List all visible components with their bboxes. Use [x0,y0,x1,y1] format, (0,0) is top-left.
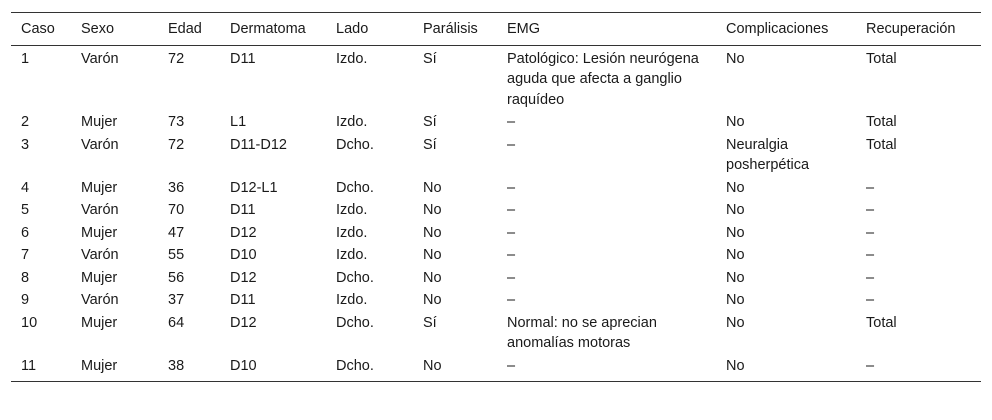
cell-complicaciones: No [726,224,745,241]
table-row [11,223,981,246]
cell-recuperacion: Total [866,314,897,331]
header-caso: Caso [21,21,55,37]
cell-edad: 73 [168,114,185,130]
table-row [11,313,981,356]
table-row [11,112,981,135]
table-row [11,200,981,223]
cell-lado: Dcho. [336,314,374,331]
cell-edad: 72 [168,136,185,153]
cell-sexo: Mujer [81,114,118,130]
cell-sexo: Varón [81,136,119,153]
cell-edad: 38 [168,357,185,374]
table-header-row [11,13,981,46]
cell-lado: Izdo. [336,224,368,241]
table-row [11,268,981,291]
cell-lado: Izdo. [336,247,368,263]
table-row [11,356,981,382]
cell-caso: 9 [21,292,30,308]
cell-lado: Dcho. [336,179,374,196]
cell-edad: 37 [168,292,185,308]
cell-paralisis: No [423,269,442,286]
cell-emg: – [507,292,516,308]
cell-dermatoma: D12 [230,314,257,331]
cell-recuperacion: – [866,202,875,218]
cell-paralisis: No [423,224,442,241]
cell-paralisis: Sí [423,114,437,130]
cell-recuperacion: Total [866,114,897,130]
cell-recuperacion: – [866,224,875,241]
cell-paralisis: Sí [423,314,437,331]
cell-complicaciones: No [726,202,745,218]
cell-recuperacion: – [866,357,875,374]
cell-complicaciones: No [726,314,745,331]
cell-lado: Izdo. [336,114,368,130]
cell-emg: – [507,247,516,263]
cell-edad: 56 [168,269,185,286]
cell-emg: – [507,136,516,153]
cell-recuperacion: – [866,179,875,196]
cell-edad: 36 [168,179,185,196]
cell-sexo: Varón [81,50,119,67]
cell-sexo: Mujer [81,179,118,196]
cell-paralisis: Sí [423,136,437,153]
cell-complicaciones: No [726,247,745,263]
cell-edad: 64 [168,314,185,331]
table-body [11,45,981,382]
cell-caso: 6 [21,224,30,241]
cell-emg: – [507,357,516,374]
header-emg: EMG [507,21,541,37]
cell-dermatoma: D12 [230,224,257,241]
cell-edad: 47 [168,224,185,241]
cell-caso: 4 [21,179,30,196]
header-recuperacion: Recuperación [866,21,956,37]
cell-emg: – [507,179,516,196]
cell-complicaciones: No [726,292,745,308]
cell-sexo: Mujer [81,224,118,241]
header-lado: Lado [336,21,369,37]
cell-caso: 2 [21,114,30,130]
cell-emg: – [507,269,516,286]
cell-caso: 1 [21,50,30,67]
cell-recuperacion: Total [866,50,897,67]
cell-lado: Dcho. [336,136,374,153]
header-sexo: Sexo [81,21,115,37]
cell-recuperacion: – [866,269,875,286]
cell-emg: – [507,114,516,130]
cell-emg: – [507,202,516,218]
cell-dermatoma: D11 [230,50,256,67]
cell-paralisis: No [423,292,442,308]
cell-sexo: Varón [81,247,119,263]
cell-edad: 55 [168,247,185,263]
cell-paralisis: Sí [423,50,437,67]
clinical-cases-table [11,12,981,382]
cell-emg: – [507,224,516,241]
cell-paralisis: No [423,247,442,263]
header-edad: Edad [168,21,202,37]
cell-caso: 5 [21,202,30,218]
cell-edad: 70 [168,202,185,218]
cell-lado: Dcho. [336,357,374,374]
table-row [11,290,981,313]
cell-lado: Izdo. [336,202,368,218]
header-paralisis: Parálisis [423,21,478,37]
cell-complicaciones: No [726,269,745,286]
cell-complicaciones: No [726,50,745,67]
cell-dermatoma: L1 [230,114,247,130]
cell-complicaciones: No [726,357,745,374]
cell-dermatoma: D11 [230,292,256,308]
cell-sexo: Mujer [81,269,118,286]
cell-emg: Normal: no se aprecian anomalías motoras [507,314,657,351]
cell-sexo: Mujer [81,314,118,331]
cell-complicaciones: Neuralgia posherpética [726,136,810,173]
cell-sexo: Mujer [81,357,118,374]
cell-complicaciones: No [726,114,745,130]
cell-complicaciones: No [726,179,745,196]
cell-dermatoma: D10 [230,357,257,374]
header-dermatoma: Dermatoma [230,21,306,37]
cell-dermatoma: D12 [230,269,257,286]
cell-sexo: Varón [81,202,119,218]
cell-caso: 11 [21,357,37,374]
cell-dermatoma: D10 [230,247,257,263]
cell-dermatoma: D12-L1 [230,179,278,196]
cell-lado: Izdo. [336,50,368,67]
cell-caso: 8 [21,269,30,286]
cell-caso: 3 [21,136,30,153]
table-row [11,135,981,178]
cell-edad: 72 [168,50,185,67]
header-complicaciones: Complicaciones [726,21,829,37]
cell-recuperacion: – [866,292,875,308]
cell-paralisis: No [423,179,442,196]
cell-dermatoma: D11 [230,202,256,218]
cell-lado: Dcho. [336,269,374,286]
cell-recuperacion: – [866,247,875,263]
cell-dermatoma: D11-D12 [230,136,287,153]
cell-caso: 7 [21,247,30,263]
table-row [11,45,981,112]
cell-emg: Patológico: Lesión neurógena aguda que afecta a ganglio raquídeo [507,50,699,108]
cell-caso: 10 [21,314,38,331]
cell-recuperacion: Total [866,136,897,153]
cell-lado: Izdo. [336,292,368,308]
cell-paralisis: No [423,202,442,218]
table-row [11,245,981,268]
table-row [11,178,981,201]
cell-paralisis: No [423,357,442,374]
cell-sexo: Varón [81,292,119,308]
clinical-cases-table-container [11,12,981,382]
